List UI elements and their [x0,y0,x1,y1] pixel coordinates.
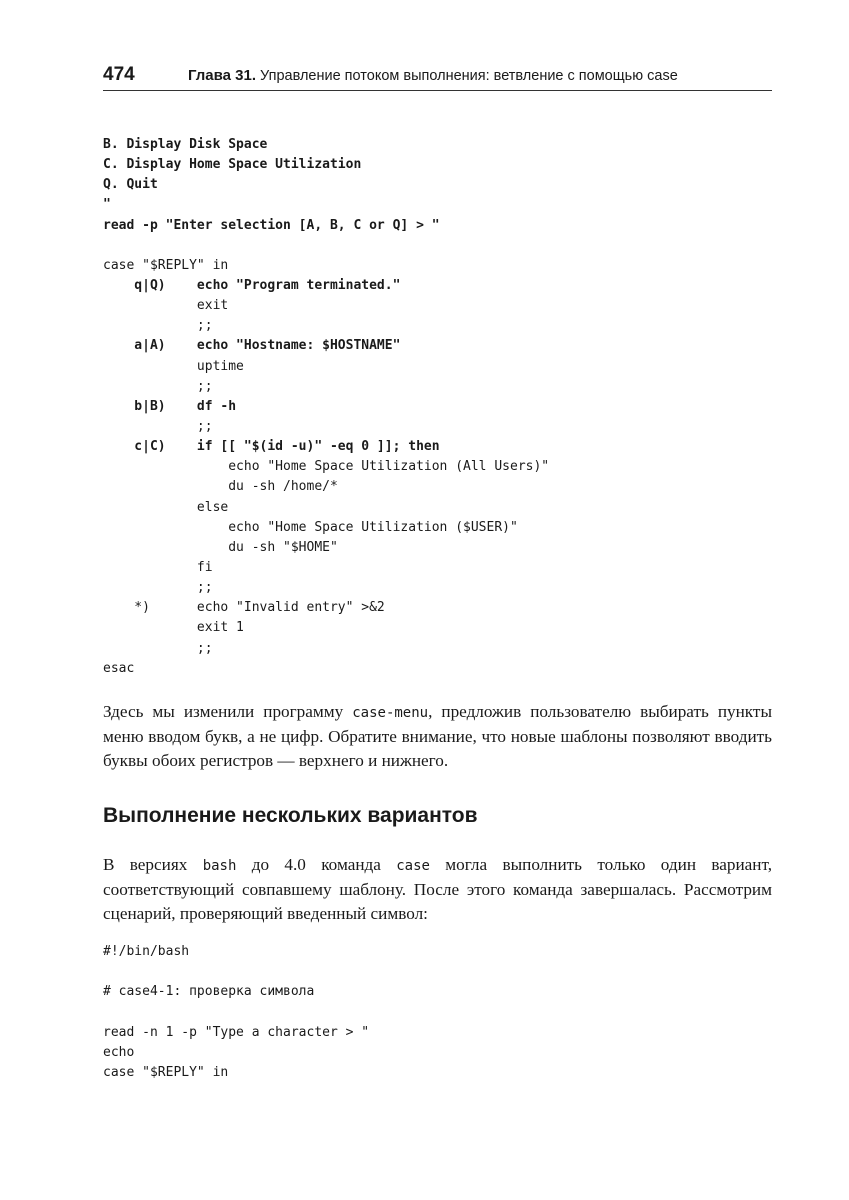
code-line: ;; [103,580,213,596]
page-header [103,62,772,91]
code-line [103,236,549,256]
inline-code: bash [202,858,237,874]
paragraph-bash-versions [103,853,772,925]
code-line: ;; [103,318,213,334]
paragraph-case-menu [103,700,772,772]
inline-code: case-menu [352,705,429,721]
paragraph-text: до 4.0 команда [236,855,397,874]
code-line: " [103,197,111,213]
code-line: exit [103,298,229,314]
code-line: echo [103,1044,135,1060]
paragraph-text: могла выполнить только один вариант, соответствующий совпавшему шаблону. После этого команда завершалась. Рассмотрим сценарий, проверяющий введенный символ: [103,855,773,923]
paragraph-text: , предложив пользователю выбирать пункты меню вводом букв, а не цифр. Обратите внимание, что новые шаблоны позволяют вводить буквы обоих регистров — верхнего и нижнего. [103,702,772,770]
code-line: uptime [103,358,244,374]
running-title [188,67,678,84]
code-line: echo "Home Space Utilization (All Users)" [103,459,550,475]
code-line: #!/bin/bash [103,944,190,959]
code-line [103,962,369,982]
code-line: fi [103,559,213,575]
code-line: echo "Home Space Utilization ($USER)" [103,519,518,535]
code-line: exit 1 [103,620,244,636]
code-line: du -sh /home/* [103,479,338,495]
code-line: C. Display Home Space Utilization [103,157,362,173]
code-line: a|A) echo "Hostname: $HOSTNAME" [103,338,401,354]
code-line: case "$REPLY" in [103,1064,229,1080]
code-line: B. Display Disk Space [103,137,268,152]
code-line: du -sh "$HOME" [103,539,338,555]
code-line: ;; [103,378,213,394]
code-line: # case4-1: проверка символа [103,984,315,1000]
code-line: c|C) if [[ "$(id -u)" -eq 0 ]]; then [103,439,440,455]
code-block-case4-1 [103,942,369,1083]
code-line: case "$REPLY" in [103,257,229,273]
inline-code: case [396,858,430,874]
section-heading: Выполнение нескольких вариантов [103,804,478,827]
paragraph-text: Здесь мы изменили программу [103,702,353,721]
code-line: b|B) df -h [103,398,237,414]
code-line: *) echo "Invalid entry" >&2 [103,600,385,616]
code-line: ;; [103,640,213,656]
chapter-title: Управление потоком выполнения: ветвление с помощью case [260,68,678,84]
code-line: q|Q) echo "Program terminated." [103,277,401,293]
code-line: read -n 1 -p "Type a character > " [103,1024,370,1040]
chapter-label: Глава 31. [188,67,257,84]
code-block-menu [103,135,549,679]
code-line: read -p "Enter selection [A, B, C or Q] > " [103,217,440,233]
code-line [103,1002,369,1022]
paragraph-text: В версиях [103,855,203,874]
page-number: 474 [103,64,135,85]
code-line: else [103,499,229,515]
code-line: ;; [103,418,213,434]
code-line: Q. Quit [103,177,158,193]
code-line: esac [103,660,135,676]
